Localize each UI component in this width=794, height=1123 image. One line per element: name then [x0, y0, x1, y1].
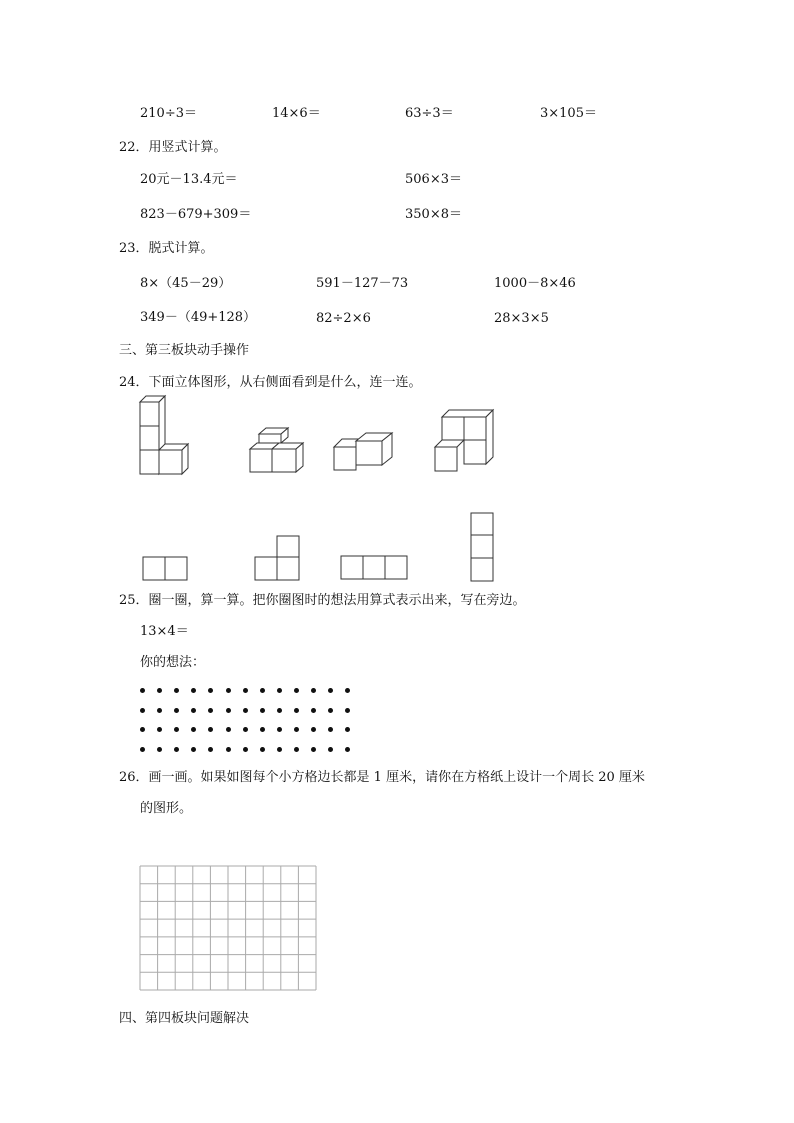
grid-dot[interactable]: [140, 727, 145, 732]
solid-figure-d: [432, 408, 498, 472]
grid-dot[interactable]: [328, 727, 333, 732]
grid-dot[interactable]: [260, 688, 265, 693]
grid-dot[interactable]: [208, 747, 213, 752]
view-option-2: [254, 535, 302, 582]
grid-dot[interactable]: [311, 727, 316, 732]
grid-dot[interactable]: [311, 688, 316, 693]
grid-dot[interactable]: [345, 688, 350, 693]
grid-dot[interactable]: [294, 688, 299, 693]
grid-dot[interactable]: [277, 688, 282, 693]
q23-item-4: 349－（49+128）: [140, 310, 257, 325]
grid-dot[interactable]: [140, 747, 145, 752]
q25-expression: 13×4＝: [140, 624, 189, 639]
solid-figure-a: [135, 396, 195, 476]
row21-item-1: 210÷3＝: [140, 106, 197, 121]
row21-item-2: 14×6＝: [272, 106, 321, 121]
q26-title-line-2: 的图形。: [140, 801, 193, 816]
grid-dot[interactable]: [294, 708, 299, 713]
q22-item-3: 823－679+309＝: [140, 207, 252, 222]
q24-title: 24．下面立体图形，从右侧面看到是什么，连一连。: [119, 375, 422, 390]
grid-dot[interactable]: [226, 688, 231, 693]
q22-item-2: 506×3＝: [405, 172, 462, 187]
grid-dot[interactable]: [174, 688, 179, 693]
grid-dot[interactable]: [260, 727, 265, 732]
grid-dot[interactable]: [243, 727, 248, 732]
grid-dot[interactable]: [208, 688, 213, 693]
grid-dot[interactable]: [157, 708, 162, 713]
q22-item-4: 350×8＝: [405, 207, 462, 222]
grid-dot[interactable]: [191, 688, 196, 693]
grid-dot[interactable]: [140, 688, 145, 693]
grid-dot[interactable]: [191, 747, 196, 752]
solid-figure-c: [332, 430, 396, 474]
grid-dot[interactable]: [345, 747, 350, 752]
q23-item-1: 8×（45－29）: [140, 276, 232, 291]
square-grid-paper[interactable]: [139, 865, 319, 991]
q23-item-3: 1000－8×46: [494, 276, 576, 291]
grid-dot[interactable]: [226, 727, 231, 732]
grid-dot[interactable]: [311, 747, 316, 752]
section-3-heading: 三、第三板块动手操作: [119, 343, 250, 358]
grid-dot[interactable]: [345, 708, 350, 713]
view-option-1: [142, 556, 190, 582]
grid-dot[interactable]: [277, 708, 282, 713]
q23-item-5: 82÷2×6: [316, 311, 371, 326]
grid-dot[interactable]: [208, 708, 213, 713]
grid-dot[interactable]: [294, 727, 299, 732]
row21-item-4: 3×105＝: [540, 106, 597, 121]
grid-dot[interactable]: [243, 747, 248, 752]
view-option-4: [470, 512, 496, 582]
grid-dot[interactable]: [174, 727, 179, 732]
grid-dot[interactable]: [328, 688, 333, 693]
grid-dot[interactable]: [174, 747, 179, 752]
q26-title-line-1: 26．画一画。如果如图每个小方格边长都是 1 厘米，请你在方格纸上设计一个周长 20 厘米: [119, 770, 645, 785]
grid-dot[interactable]: [157, 747, 162, 752]
q25-title: 25．圈一圈，算一算。把你圈图时的想法用算式表示出来，写在旁边。: [119, 593, 526, 608]
grid-dot[interactable]: [294, 747, 299, 752]
grid-dot[interactable]: [140, 708, 145, 713]
grid-dot[interactable]: [311, 708, 316, 713]
q25-thought-label: 你的想法：: [140, 655, 206, 670]
grid-dot[interactable]: [174, 708, 179, 713]
grid-dot[interactable]: [260, 747, 265, 752]
grid-dot[interactable]: [191, 727, 196, 732]
grid-dot[interactable]: [157, 688, 162, 693]
grid-dot[interactable]: [191, 708, 196, 713]
grid-dot[interactable]: [243, 708, 248, 713]
view-option-3: [340, 555, 410, 581]
grid-dot[interactable]: [226, 708, 231, 713]
q22-title: 22．用竖式计算。: [119, 140, 227, 155]
grid-dot[interactable]: [157, 727, 162, 732]
row21-item-3: 63÷3＝: [405, 106, 454, 121]
grid-dot[interactable]: [260, 708, 265, 713]
solid-figure-b: [245, 427, 310, 475]
grid-dot[interactable]: [277, 727, 282, 732]
section-4-heading: 四、第四板块问题解决: [119, 1011, 250, 1026]
grid-dot[interactable]: [226, 747, 231, 752]
q23-item-6: 28×3×5: [494, 311, 549, 326]
grid-dot[interactable]: [328, 747, 333, 752]
grid-dot[interactable]: [243, 688, 248, 693]
q22-item-1: 20元－13.4元＝: [140, 172, 238, 187]
grid-dot[interactable]: [277, 747, 282, 752]
grid-dot[interactable]: [345, 727, 350, 732]
grid-dot[interactable]: [328, 708, 333, 713]
grid-dot[interactable]: [208, 727, 213, 732]
q23-item-2: 591－127－73: [316, 276, 409, 291]
q23-title: 23．脱式计算。: [119, 241, 214, 256]
